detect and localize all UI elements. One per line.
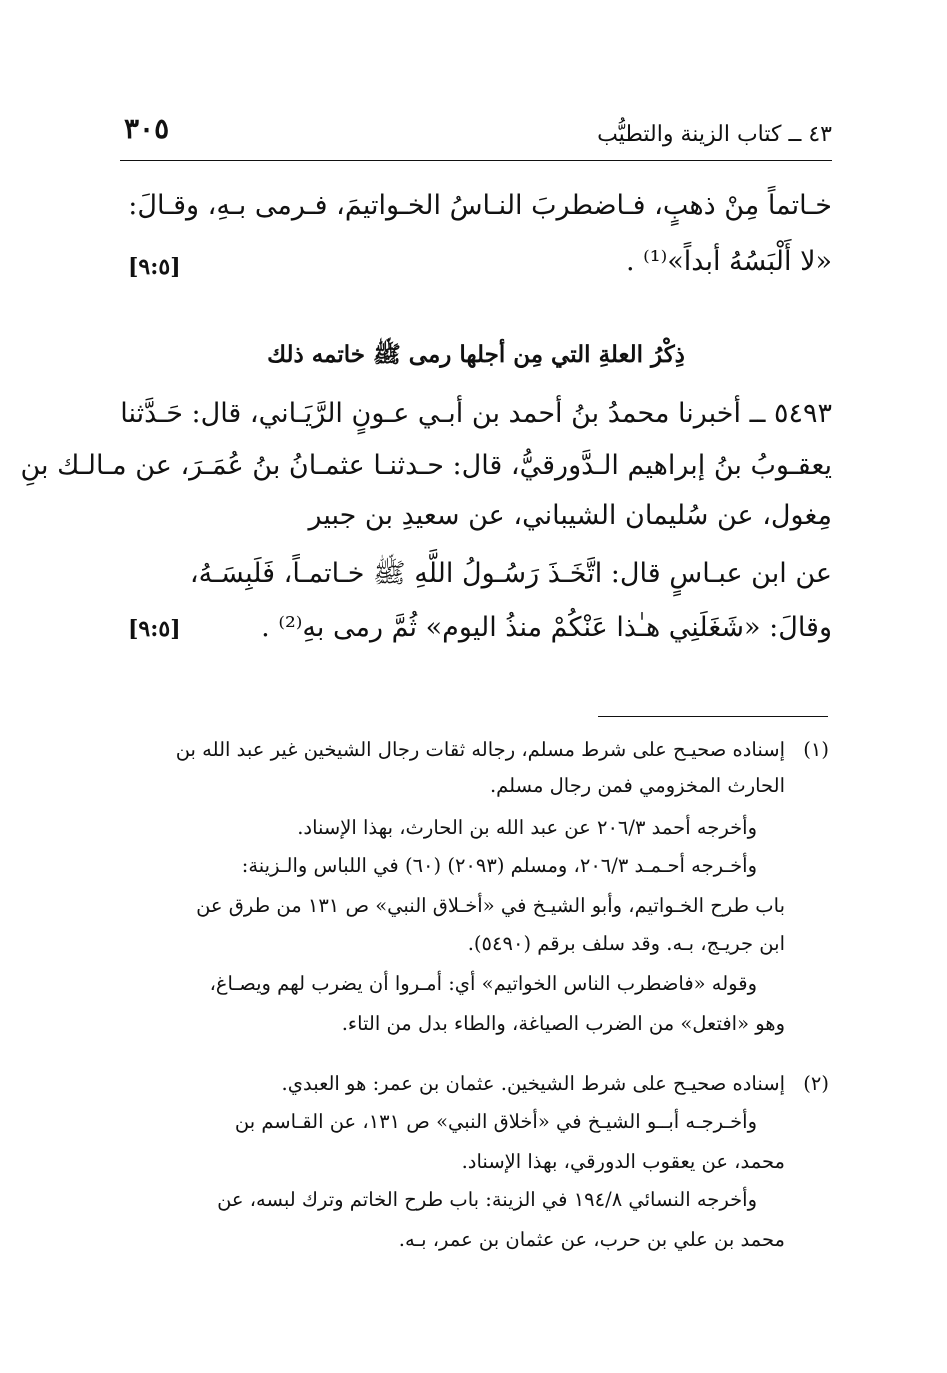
matn-line-2: وقالَ: «شَغَلَنِي هـٰذا عَنْكُمْ منذُ اليوم» ثُمَّ رمى بهِ⁽²⁾ . [261, 612, 832, 643]
matn-line-1: عن ابن عبـاسٍ قال: اتَّخَـذَ رَسُـولُ اللَّهِ ﷺ خـاتمـاً، فَلَبِسَـهُ، [189, 558, 832, 589]
footnote-line: وأخرجه النسائي ١٩٤/٨ في الزينة: باب طرح الخاتم وترك لبسه، عن [217, 1188, 757, 1211]
footnote-line: وقوله «فاضطرب الناس الخواتيم» أي: أمـروا أن يضرب لهم ويصـاغ، [209, 972, 757, 995]
footnote-line: الحارث المخزومي فمن رجال مسلم. [489, 774, 785, 797]
footnote-line: محمد بن علي بن حرب، عن عثمان بن عمر، بـه. [398, 1228, 785, 1251]
footnote-line: إسناده صحيـح على شرط مسلم، رجاله ثقات رجال الشيخين غير عبد الله بن [175, 738, 785, 761]
footnote-line: ابن جريـج، بـه. وقد سلف برقم (٥٤٩٠). [467, 932, 785, 955]
footnote-line: وهو «افتعل» من الضرب الصياغة، والطاء بدل من التاء. [341, 1012, 785, 1035]
footnote-line: باب طرح الخـواتيم، وأبو الشيـخ في «أخـلاق النبي» ص ١٣١ من طرق عن [196, 894, 785, 917]
isnad-line-2: يعقـوبُ بنُ إبراهيم الـدَّورقيُّ، قال: حـدثنـا عثمـانُ بنُ عُمَـرَ، عن مـالـك بنِ [20, 450, 832, 481]
page-number: ٣٠٥ [124, 112, 170, 145]
page-header [120, 112, 832, 162]
footnote-line: وأخـرجـه أبــو الشيـخ في «أخلاق النبي» ص ١٣١، عن القـاسم بن [234, 1110, 757, 1133]
header-rule [120, 160, 832, 161]
section-heading: ذِكْرُ العلةِ التي مِن أجلها رمى ﷺ خاتمه ذلك [267, 341, 685, 368]
continuation-line-2: «لا أَلْبَسُهُ أبداً»⁽¹⁾ . [626, 246, 832, 277]
chapter-title: ٤٣ ــ كتاب الزينة والتطيُّب [597, 122, 832, 147]
footnote-line: محمد، عن يعقوب الدورقي، بهذا الإسناد. [461, 1150, 785, 1173]
isnad-line-1: ٥٤٩٣ ــ أخبرنا محمدُ بنُ أحمد بن أبـي عـونٍ الرَّيَـاني، قال: حَـدَّثنا [120, 398, 832, 429]
continuation-line-1: خـاتماً مِنْ ذهبٍ، فـاضطربَ النـاسُ الخـواتيمَ، فـرمى بـهِ، وقـالَ: [128, 190, 832, 221]
hadith-reference: [٩:٥] [128, 616, 181, 642]
isnad-line-3: مِغول، عن سُليمان الشيباني، عن سعيدِ بن جبير [308, 500, 832, 531]
footnote-line: إسناده صحيـح على شرط الشيخين. عثمان بن عمر: هو العبدي. [281, 1072, 785, 1095]
footnote-number: (١) [803, 738, 829, 761]
footnote-line: وأخـرجه أحـمـد ٢٠٦/٣، ومسلم (٢٠٩٣) (٦٠) في اللباس والـزينة: [241, 854, 757, 877]
footnote-line: وأخرجه أحمد ٢٠٦/٣ عن عبد الله بن الحارث، بهذا الإسناد. [297, 816, 757, 839]
footnote-number: (٢) [803, 1072, 829, 1095]
footnote-rule [598, 716, 828, 717]
hadith-reference: [٩:٥] [128, 254, 181, 280]
